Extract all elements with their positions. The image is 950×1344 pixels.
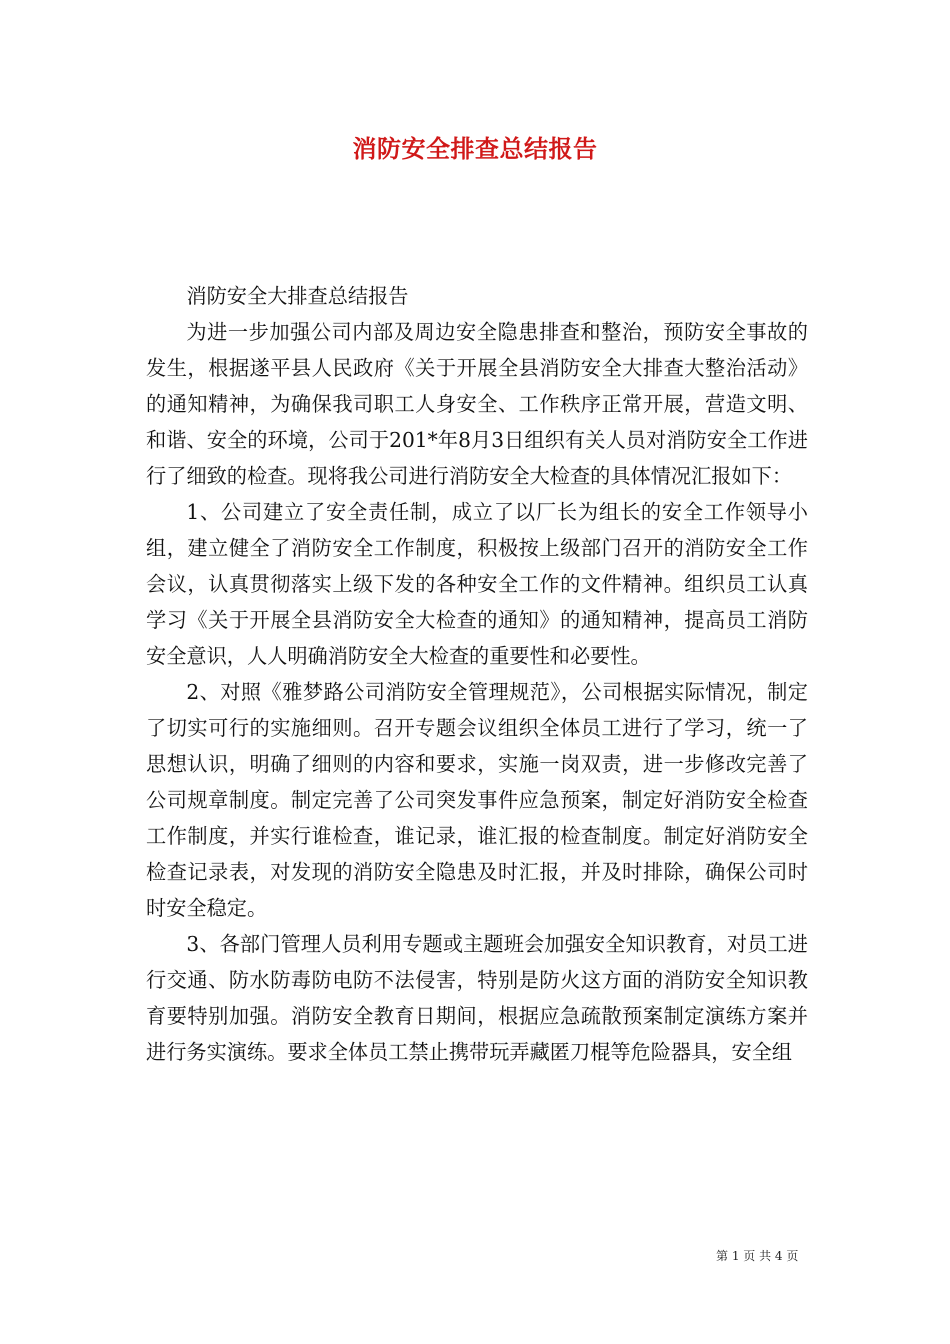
paragraph-intro: 为进一步加强公司内部及周边安全隐患排查和整治，预防安全事故的发生，根据遂平县人民政府《关于开展全县消防安全大排查大整治活动》的通知精神，为确保我司职工人身安全、工作秩序正常开展，营造文明、和谐、安全的环境，公司于201*年8月3日组织有关人员对消防安全工作进行了细致的检查。现将我公司进行消防安全大检查的具体情况汇报如下： [146, 320, 808, 488]
paragraph-item-3: 3、各部门管理人员利用专题或主题班会加强安全知识教育，对员工进行交通、防水防毒防电防不法侵害，特别是防火这方面的消防安全知识教育要特别加强。消防安全教育日期间，根据应急疏散预案制定演练方案并进行务实演练。要求全体员工禁止携带玩弄藏匿刀棍等危险器具，安全组 [146, 932, 808, 1064]
document-body [146, 278, 808, 1070]
paragraph-item-2: 2、对照《雅梦路公司消防安全管理规范》，公司根据实际情况，制定了切实可行的实施细则。召开专题会议组织全体员工进行了学习，统一了思想认识，明确了细则的内容和要求，实施一岗双责，进一步修改完善了公司规章制度。制定完善了公司突发事件应急预案，制定好消防安全检查工作制度，并实行谁检查，谁记录，谁汇报的检查制度。制定好消防安全检查记录表，对发现的消防安全隐患及时汇报，并及时排除，确保公司时时安全稳定。 [146, 680, 808, 920]
paragraph-item-1: 1、公司建立了安全责任制，成立了以厂长为组长的安全工作领导小组，建立健全了消防安全工作制度，积极按上级部门召开的消防安全工作会议，认真贯彻落实上级下发的各种安全工作的文件精神。组织员工认真学习《关于开展全县消防安全大检查的通知》的通知精神，提高员工消防安全意识，人人明确消防安全大检查的重要性和必要性。 [146, 500, 808, 668]
document-title: 消防安全排查总结报告 [352, 134, 598, 163]
document-subtitle: 消防安全大排查总结报告 [186, 284, 409, 308]
page-number: 第 1 页 共 4 页 [716, 1249, 799, 1263]
